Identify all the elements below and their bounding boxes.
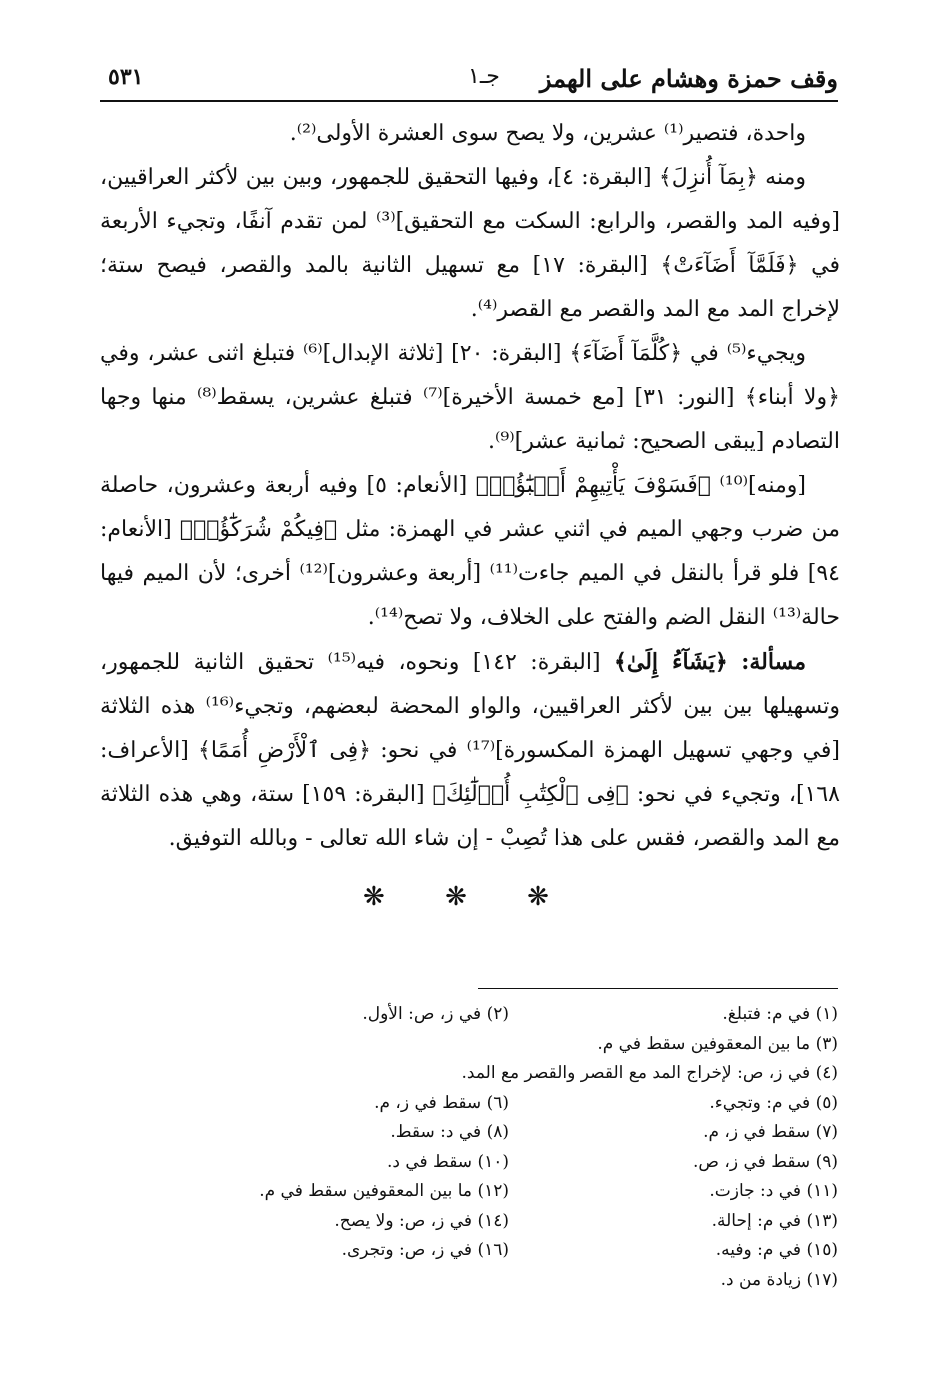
footnote-row xyxy=(180,1000,838,1030)
footnote-12: (١٢) ما بين المعقوفين سقط في م. xyxy=(259,1181,509,1201)
page-number: ٥٣١ xyxy=(108,64,144,90)
footnote-1: (١) في م: فتبلغ. xyxy=(722,1004,838,1024)
volume-number: جـ١ xyxy=(468,64,500,89)
paragraph-1: واحدة، فتصير⁽¹⁾ عشرين، ولا يصح سوى العشرة الأولى⁽²⁾. xyxy=(289,121,806,146)
footnote-5: (٥) في م: وتجيء. xyxy=(709,1092,838,1113)
footnote-7: (٧) سقط في ز، م. xyxy=(703,1122,838,1142)
footnote-2: (٢) في ز، ص: الأول. xyxy=(362,1004,509,1024)
footnote-16: (١٦) في ز، ص: وتجرى. xyxy=(341,1240,509,1260)
running-title: وقف حمزة وهشام على الهمز xyxy=(539,64,838,93)
paragraph-masala xyxy=(100,640,840,861)
footnote-row xyxy=(180,1236,838,1266)
footnote-row xyxy=(180,1089,838,1119)
footnote-divider xyxy=(478,988,838,989)
footnote-3: (٣) ما بين المعقوفين سقط في م. xyxy=(597,1033,838,1054)
footnotes xyxy=(180,1000,838,1295)
footnote-row xyxy=(180,1118,838,1148)
footnote-row xyxy=(180,1148,838,1178)
paragraph-2: ومنه ﴿بِمَآ أُنزِلَ﴾ [البقرة: ٤]، وفيها التحقيق للجمهور، وبين بين لأكثر العراقيين، [وفيه المد والقصر، والرابع: السكت مع التحقيق]⁽³⁾ لمن تقدم آنفًا، وتجيء الأربعة في ﴿فَلَمَّآ أَضَآءَتْ﴾ [البقرة: ١٧] مع تسهيل الثانية بالمد والقصر، فيصح ستة؛ لإخراج المد مع المد والقصر مع القصر⁽⁴⁾. xyxy=(100,165,840,322)
header-divider xyxy=(100,100,838,102)
masala-text: تحقيق الثانية للجمهور، وتسهيلها بين بين لأكثر العراقيين، والواو المحضة لبعضهم، وتجيء⁽¹⁶⁾ هذه الثلاثة [في وجهي تسهيل الهمزة المكسورة]⁽¹⁷⁾ في نحو: ﴿فِى ٱلْأَرْضِ أُمَمًا﴾ [الأعراف: ١٦٨]، وتجيء في نحو: ﴿فِى ٱلْكِتَٰبِ أُو۟لَٰٓئِكَ﴾ [البقرة: ١٥٩] ستة، وهي هذه الثلاثة مع المد والقصر، فقس على هذا تُصِبْ - إن شاء الله تعالى - وبالله التوفيق. xyxy=(100,650,840,851)
paragraph-3: ويجيء⁽⁵⁾ في ﴿كُلَّمَآ أَضَآءَ﴾ [البقرة: ٢٠] [ثلاثة الإبدال]⁽⁶⁾ فتبلغ اثنى عشر، وفي ﴿ولا أبناء﴾ [النور: ٣١] [مع خمسة الأخيرة]⁽⁷⁾ فتبلغ عشرين، يسقط⁽⁸⁾ منها وجها التصادم [يبقى الصحيح: ثمانية عشر]⁽⁹⁾. xyxy=(100,341,840,454)
footnote-row xyxy=(180,1207,838,1237)
paragraph-4: [ومنه]⁽¹⁰⁾ ﴿فَسَوْفَ يَأْتِيهِمْ أَنۢبَٰٓؤُا۟﴾ [الأنعام: ٥] وفيه أربعة وعشرون، حاصلة من ضرب وجهي الميم في اثني عشر في الهمزة: مثل ﴿فِيكُمْ شُرَكَٰٓؤُا۟﴾ [الأنعام: ٩٤] فلو قرأ بالنقل في الميم جاءت⁽¹¹⁾ [أربعة وعشرون]⁽¹²⁾ أخرى؛ لأن الميم فيها حالة⁽¹³⁾ النقل الضم والفتح على الخلاف، ولا تصح⁽¹⁴⁾. xyxy=(100,473,840,630)
footnote-8: (٨) في د: سقط. xyxy=(390,1122,509,1142)
masala-intro: [البقرة: ١٤٢] ونحوه، فيه⁽¹⁵⁾ xyxy=(314,650,614,675)
footnote-10: (١٠) سقط في د. xyxy=(386,1151,509,1172)
footnote-9: (٩) سقط في ز، ص. xyxy=(693,1151,838,1172)
footnote-11: (١١) في د: جازت. xyxy=(709,1181,838,1201)
main-text xyxy=(100,112,840,861)
footnote-4: (٤) في ز، ص: لإخراج المد مع القصر والقصر مع المد. xyxy=(461,1063,838,1083)
masala-quran: ﴿يَشَآءُ إِلَىٰ﴾ xyxy=(613,649,728,675)
footnote-row xyxy=(180,1266,838,1296)
footnote-17: (١٧) زيادة من د. xyxy=(720,1269,838,1290)
page-header xyxy=(108,62,838,100)
footnote-14: (١٤) في ز، ص: ولا يصح. xyxy=(334,1210,509,1231)
footnote-row xyxy=(180,1177,838,1207)
masala-label: مسألة: xyxy=(741,649,806,675)
footnote-6: (٦) سقط في ز، م. xyxy=(374,1092,509,1113)
footnote-row xyxy=(180,1059,838,1089)
footnote-15: (١٥) في م: وفيه. xyxy=(715,1240,838,1260)
footnote-13: (١٣) في م: إحالة. xyxy=(711,1210,838,1231)
footnote-row xyxy=(180,1030,838,1060)
section-separator: ❋ ❋ ❋ xyxy=(363,882,575,912)
